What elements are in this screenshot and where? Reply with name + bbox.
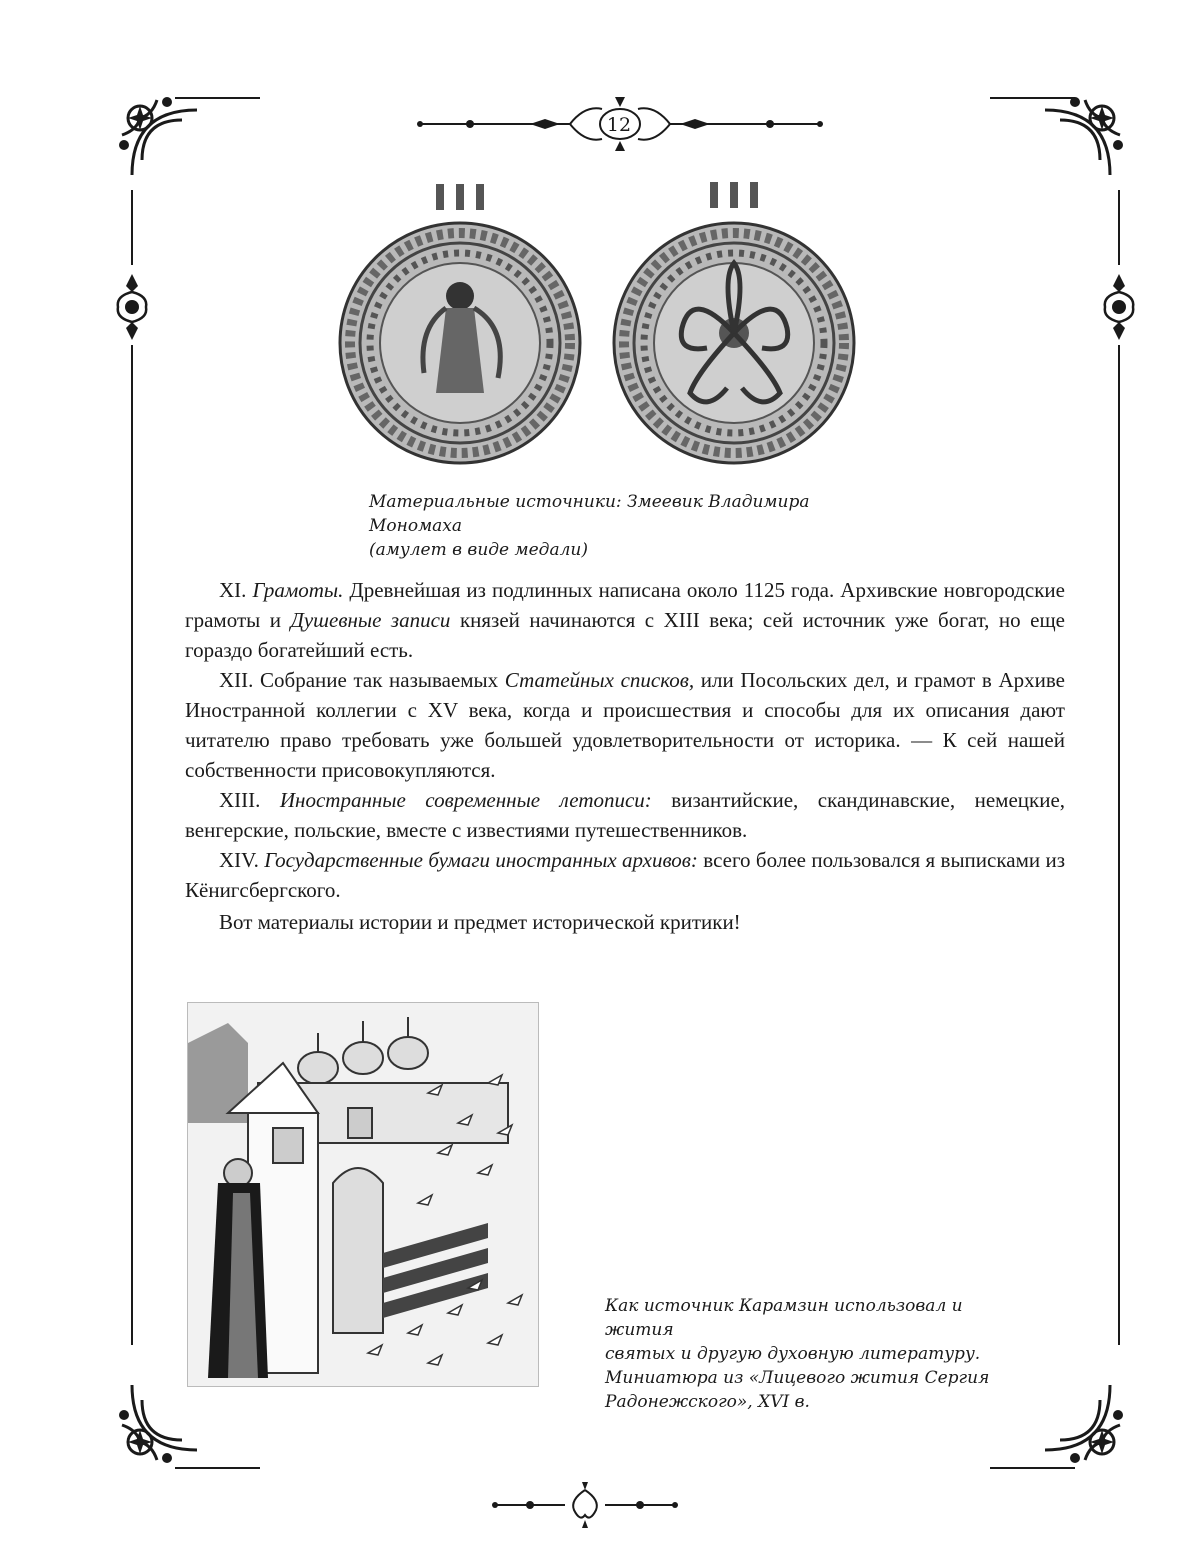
footer-ornament — [490, 1480, 680, 1530]
corner-ornament-top-right — [1040, 90, 1130, 180]
medal-caption-line-2: (амулет в виде медали) — [369, 540, 588, 560]
frame-left-line-upper — [131, 190, 133, 265]
medal-caption — [369, 490, 889, 562]
paragraph-xi-term-2: Душевные записи — [290, 608, 451, 632]
frame-right-line-upper — [1118, 190, 1120, 265]
closing-sentence: Вот материалы истории и предмет исторической критики! — [219, 910, 741, 934]
paragraph-xi-term: Грамоты. — [252, 578, 344, 602]
zmeevik-obverse-image — [338, 178, 588, 468]
paragraph-xiv — [185, 845, 1065, 905]
miniature-caption-line-2: святых и другую духовную литературу. — [605, 1344, 981, 1364]
page-number: 12 — [606, 114, 632, 136]
corner-ornament-bottom-left — [112, 1380, 202, 1470]
side-ornament-left — [112, 272, 152, 342]
paragraph-xii — [185, 665, 1065, 785]
paragraph-xii-term: Статейных списков, — [504, 668, 695, 692]
paragraph-xiv-text: всего более пользовался я выписками из Кёнигсбергского. — [185, 848, 1065, 902]
paragraph-xiii-number: XIII. — [219, 788, 261, 812]
paragraph-xiii-text: византийские, скандинавские, немецкие, венгерские, польские, вместе с известиями путешественников. — [185, 788, 1066, 842]
corner-ornament-top-left — [112, 90, 202, 180]
paragraph-xiii-term: Иностранные современные летописи: — [279, 788, 652, 812]
miniature-caption-line-3: Миниатюра из «Лицевого жития Сергия — [605, 1368, 990, 1388]
miniature-sergius-image — [187, 1002, 539, 1387]
frame-left-line-lower — [131, 345, 133, 1345]
frame-right-line-lower — [1118, 345, 1120, 1345]
paragraph-xi-text-2: князей начинаются с XIII века; сей источник уже богат, но еще гораздо богатейший есть. — [185, 608, 1065, 662]
paragraph-xiii — [185, 785, 1065, 845]
corner-ornament-bottom-right — [1040, 1380, 1130, 1470]
body-text — [185, 575, 1065, 937]
paragraph-xiv-term: Государственные бумаги иностранных архивов: — [264, 848, 698, 872]
paragraph-xii-pre: Собрание так называемых — [253, 668, 505, 692]
paragraph-xi-number: XI. — [219, 578, 247, 602]
paragraph-xii-text: или Посольских дел, и грамот в Архиве Иностранной коллегии с XV века, когда и происшествия и способы для их описания дают читателю право требовать уже большей удовлетворительности от историка. — К сей нашей собственности присовокупляются. — [185, 668, 1065, 782]
zmeevik-reverse-image — [612, 178, 862, 468]
miniature-caption — [605, 1294, 1025, 1414]
miniature-caption-line-4: Радонежского», XVI в. — [605, 1392, 810, 1412]
miniature-caption-line-1: Как источник Карамзин использовал и жития — [605, 1296, 963, 1340]
paragraph-xii-number: XII. — [219, 668, 254, 692]
side-ornament-right — [1099, 272, 1139, 342]
paragraph-xi-text: Древнейшая из подлинных написана около 1125 года. Архивские новгородские грамоты и — [185, 578, 1065, 632]
medal-caption-line-1: Материальные источники: Змеевик Владимира Мономаха — [369, 492, 810, 536]
paragraph-xiv-number: XIV. — [219, 848, 259, 872]
paragraph-xi — [185, 575, 1065, 665]
